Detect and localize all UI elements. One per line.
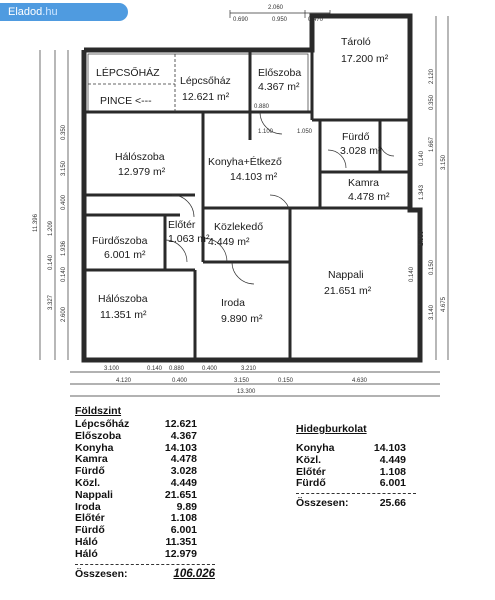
row-name: Közl.	[75, 476, 101, 489]
row-value: 9.89	[176, 500, 197, 513]
table-total-row	[296, 496, 416, 510]
dim-left-2: 0.350	[61, 124, 67, 140]
row-value: 4.449	[379, 453, 406, 466]
dim-right-2: 0.350	[429, 94, 435, 110]
dim-inner-4: 0.140	[419, 150, 425, 166]
dim-inner-7: 0.140	[409, 266, 415, 282]
dim-left-4: 0.400	[61, 194, 67, 210]
dim-left-9: 3.327	[48, 294, 54, 310]
dim-inner-6: 1.386	[419, 230, 425, 246]
dim-bottom1-2: 0.140	[147, 366, 163, 372]
table-total-row	[75, 567, 215, 581]
dim-bottom1-1: 3.100	[104, 366, 120, 372]
dim-top-2: 0.690	[233, 17, 249, 23]
room-name-kozlekedo: Közlekedő	[214, 221, 264, 233]
dim-left-8: 0.140	[61, 266, 67, 282]
foldszint-table	[75, 405, 215, 581]
room-name-lepcsohaz-upper: LÉPCSŐHÁZ	[96, 67, 160, 79]
room-name-furdo-1: Fürdő	[342, 131, 370, 143]
room-name-furdoszoba: Fürdőszoba	[92, 235, 148, 247]
foldszint-title: Földszint	[75, 405, 122, 417]
room-area-eloszoba: 4.367 m²	[258, 81, 300, 93]
row-value: 11.351	[165, 535, 197, 548]
room-name-lepcsohaz: Lépcsőház	[180, 75, 231, 87]
left-dimensions	[33, 50, 68, 360]
table-row	[296, 455, 416, 467]
room-area-eloter: 1.063 m²	[168, 233, 210, 245]
dim-right-3: 1.667	[429, 136, 435, 152]
row-value: 6.001	[379, 477, 406, 490]
row-name: Lépcsőház	[75, 418, 130, 430]
room-name-haloszoba-2: Hálószoba	[98, 293, 148, 305]
dim-bottom2-2: 0.400	[172, 378, 188, 384]
room-name-haloszoba-1: Hálószoba	[115, 151, 165, 163]
site-badge-name: Eladod	[8, 6, 43, 18]
dim-top-4: 0.470	[308, 17, 324, 23]
row-value: 1.108	[170, 512, 197, 525]
dim-right-5: 0.150	[429, 259, 435, 275]
inner-dimensions	[254, 104, 425, 282]
room-name-nappali: Nappali	[328, 269, 364, 281]
room-area-tarolo: 17.200 m²	[341, 53, 389, 65]
room-name-konyha: Konyha+Étkező	[208, 156, 282, 168]
row-name: Előtér	[296, 465, 326, 478]
room-labels	[92, 36, 390, 325]
row-name: Iroda	[75, 500, 101, 513]
room-area-furdo-1: 3.028 m²	[340, 145, 382, 157]
row-value: 12.979	[164, 547, 197, 560]
total-value: 25.66	[379, 497, 406, 510]
dim-inner-2: 1.100	[258, 129, 274, 135]
total-label: Összesen:	[75, 567, 128, 580]
dim-bottom2-5: 4.630	[352, 378, 368, 384]
dim-bottom1-4: 0.400	[202, 366, 218, 372]
room-area-iroda: 9.890 m²	[221, 313, 263, 325]
room-name-eloszoba: Előszoba	[258, 67, 302, 79]
dim-inner-5: 1.343	[419, 184, 425, 200]
row-name: Kamra	[75, 453, 108, 466]
row-name: Fürdő	[296, 477, 326, 490]
row-value: 4.367	[170, 429, 197, 442]
hidegburkolat-table	[296, 423, 416, 510]
dim-top-1: 2.060	[268, 5, 284, 11]
dim-left-6: 1.936	[61, 240, 67, 256]
room-name-eloter: Előtér	[168, 219, 196, 231]
row-name: Konyha	[296, 442, 335, 454]
room-area-haloszoba-1: 12.979 m²	[118, 166, 166, 178]
total-label: Összesen:	[296, 497, 349, 510]
dim-bottom1-3: 0.880	[169, 366, 185, 372]
room-name-iroda: Iroda	[221, 297, 245, 309]
dim-bottom2-3: 3.150	[234, 378, 250, 384]
dim-right-6: 4.675	[441, 296, 447, 312]
row-name: Fürdő	[75, 465, 105, 478]
room-area-lepcsohaz: 12.621 m²	[182, 91, 230, 103]
table-row	[296, 478, 416, 490]
row-name: Háló	[75, 547, 98, 560]
row-name: Közl.	[296, 453, 322, 466]
row-value: 14.103	[164, 441, 197, 454]
dim-right-4: 3.150	[441, 154, 447, 170]
table-row	[75, 431, 215, 443]
dim-right-1: 2.120	[429, 68, 435, 84]
table-divider	[75, 564, 215, 565]
row-name: Konyha	[75, 441, 114, 454]
table-row	[75, 549, 215, 561]
table-row	[75, 537, 215, 549]
dim-bottom2-4: 0.150	[278, 378, 294, 384]
right-dimensions	[429, 16, 448, 360]
table-row	[75, 478, 215, 490]
row-value: 4.449	[170, 476, 197, 489]
dim-left-10: 2.600	[61, 306, 67, 322]
dim-left-5: 1.209	[48, 220, 54, 236]
row-value: 3.028	[170, 465, 197, 478]
dim-left-1: 11.396	[33, 214, 39, 232]
room-area-nappali: 21.651 m²	[324, 285, 372, 297]
dim-inner-3: 1.050	[297, 129, 313, 135]
row-value: 4.478	[170, 453, 197, 466]
row-name: Előtér	[75, 512, 105, 525]
row-value: 14.103	[373, 442, 406, 454]
room-name-tarolo: Tároló	[341, 36, 371, 48]
dim-left-3: 3.150	[61, 160, 67, 176]
site-badge[interactable]	[0, 3, 128, 21]
room-area-haloszoba-2: 11.351 m²	[100, 309, 147, 321]
dim-bottom2-1: 4.120	[116, 378, 132, 384]
room-area-kamra: 4.478 m²	[348, 191, 390, 203]
site-badge-tld: .hu	[42, 6, 58, 18]
row-name: Előszoba	[75, 429, 122, 442]
row-name: Nappali	[75, 488, 113, 501]
dim-left-7: 0.140	[48, 254, 54, 270]
room-area-furdoszoba: 6.001 m²	[104, 249, 146, 261]
row-name: Háló	[75, 535, 98, 548]
table-row	[75, 490, 215, 502]
dim-inner-1: 0.880	[254, 104, 270, 110]
bottom-dimensions	[70, 366, 440, 396]
dim-bottom1-5: 3.210	[241, 366, 257, 372]
row-name: Fürdő	[75, 524, 105, 537]
total-value: 106.026	[173, 567, 215, 580]
hidegburkolat-title: Hidegburkolat	[296, 423, 367, 435]
room-name-kamra: Kamra	[348, 177, 379, 189]
row-value: 12.621	[164, 418, 197, 430]
room-area-konyha: 14.103 m²	[230, 171, 278, 183]
table-divider	[296, 493, 416, 494]
room-area-kozlekedo: 4.449 m²	[208, 236, 250, 248]
dim-top-3: 0.950	[272, 17, 288, 23]
room-name-pince: PINCE <---	[100, 95, 152, 107]
dim-right-7: 3.140	[429, 304, 435, 320]
dim-total-width: 13.300	[237, 389, 256, 395]
row-value: 6.001	[170, 524, 197, 537]
row-value: 1.108	[379, 465, 406, 478]
row-value: 21.651	[164, 488, 197, 501]
